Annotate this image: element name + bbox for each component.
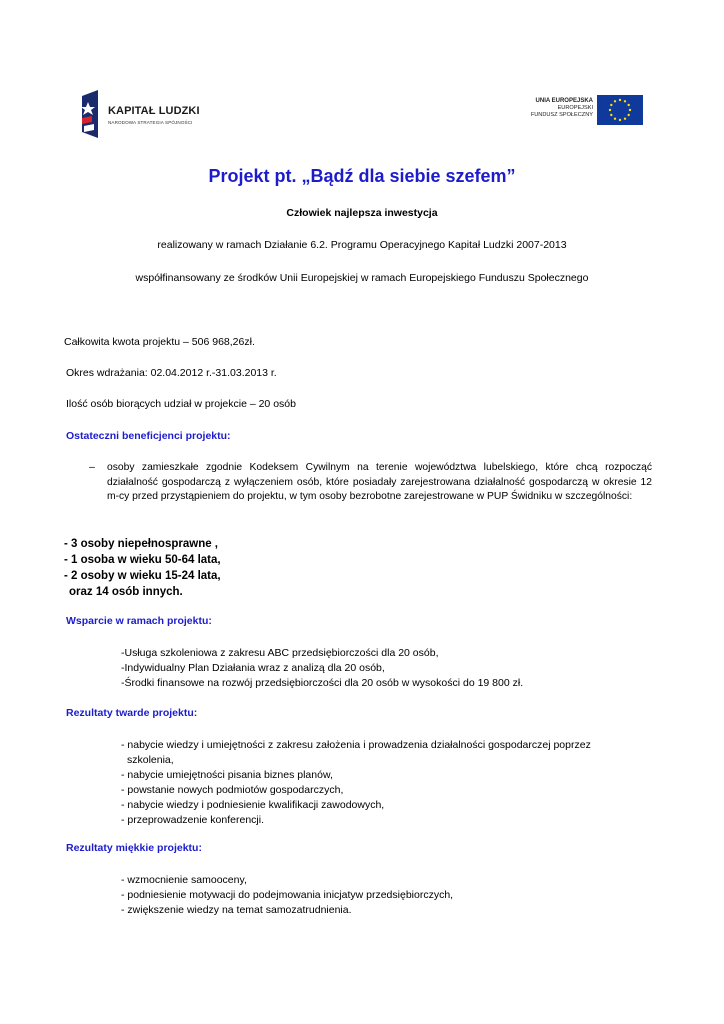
group-item: - 3 osoby niepełnosprawne , <box>64 538 219 550</box>
program-line: realizowany w ramach Działanie 6.2. Programu Operacyjnego Kapitał Ludzki 2007-2013 <box>157 239 567 251</box>
project-participants: Ilość osób biorących udział w projekcie – 20 osób <box>66 398 296 410</box>
hard-result-item: - nabycie wiedzy i podniesienie kwalifikacji zawodowych, <box>121 799 385 811</box>
soft-result-item: - zwiększenie wiedzy na temat samozatrudnienia. <box>121 904 352 916</box>
hard-result-item: - nabycie umiejętności pisania biznes planów, <box>121 769 333 781</box>
soft-results-heading: Rezultaty miękkie projektu: <box>66 842 202 854</box>
eu-flag-icon <box>597 95 643 125</box>
funding-line: współfinansowany ze środków Unii Europejskiej w ramach Europejskiego Funduszu Społecznego <box>135 272 589 284</box>
kapital-ludzki-emblem-icon <box>78 88 104 140</box>
soft-result-item: - wzmocnienie samooceny, <box>121 874 247 886</box>
eu-logo <box>520 95 645 127</box>
beneficiaries-description: osoby zamieszkałe zgodnie Kodeksem Cywilnym na terenie województwa lubelskiego, które chcą rozpocząć działalność gospodarczą z wyłączeniem osób, które posiadały zarejestrowana działalność gospodarczą w okresie 12 m-cy przed przystąpieniem do projektu, w tym osoby bezrobotne zarejestrowane w PUP Świdniku w szczególności: <box>107 462 652 502</box>
hard-result-item: szkolenia, <box>127 754 174 766</box>
hard-result-item: - powstanie nowych podmiotów gospodarczych, <box>121 784 344 796</box>
support-item: -Środki finansowe na rozwój przedsiębiorczości dla 20 osób w wysokości do 19 800 zł. <box>121 677 524 689</box>
eu-line2: EUROPEJSKI <box>557 105 593 112</box>
kapital-ludzki-subtitle: NARODOWA STRATEGIA SPÓJNOŚCI <box>108 120 193 125</box>
soft-result-item: - podniesienie motywacji do podejmowania inicjatyw przedsiębiorczych, <box>121 889 454 901</box>
group-item: - 2 osoby w wieku 15-24 lata, <box>64 570 221 582</box>
support-item: -Usługa szkoleniowa z zakresu ABC przedsiębiorczości dla 20 osób, <box>121 647 439 659</box>
project-period: Okres wdrażania: 02.04.2012 r.-31.03.2013 r. <box>66 367 277 379</box>
hard-result-item: - nabycie wiedzy i umiejętności z zakresu założenia i prowadzenia działalności gospodarczej poprzez <box>121 739 591 751</box>
group-item: oraz 14 osób innych. <box>69 586 183 598</box>
eu-logo-text <box>503 98 593 120</box>
project-amount: Całkowita kwota projektu – 506 968,26zł. <box>64 336 255 348</box>
subtitle: Człowiek najlepsza inwestycja <box>286 207 438 219</box>
beneficiaries-heading: Ostateczni beneficjenci projektu: <box>66 430 231 442</box>
page-title: Projekt pt. „Bądź dla siebie szefem” <box>208 166 516 186</box>
kapital-ludzki-logo <box>78 88 208 140</box>
group-item: - 1 osoba w wieku 50-64 lata, <box>64 554 221 566</box>
eu-line1: UNIA EUROPEJSKA <box>535 98 593 104</box>
hard-results-heading: Rezultaty twarde projektu: <box>66 707 198 719</box>
support-item: -Indywidualny Plan Działania wraz z analizą dla 20 osób, <box>121 662 385 674</box>
beneficiaries-dash: – <box>89 461 95 473</box>
support-heading: Wsparcie w ramach projektu: <box>66 615 212 627</box>
kapital-ludzki-name: KAPITAŁ LUDZKI <box>108 105 200 117</box>
eu-line3: FUNDUSZ SPOŁECZNY <box>530 112 593 119</box>
hard-result-item: - przeprowadzenie konferencji. <box>121 814 264 826</box>
